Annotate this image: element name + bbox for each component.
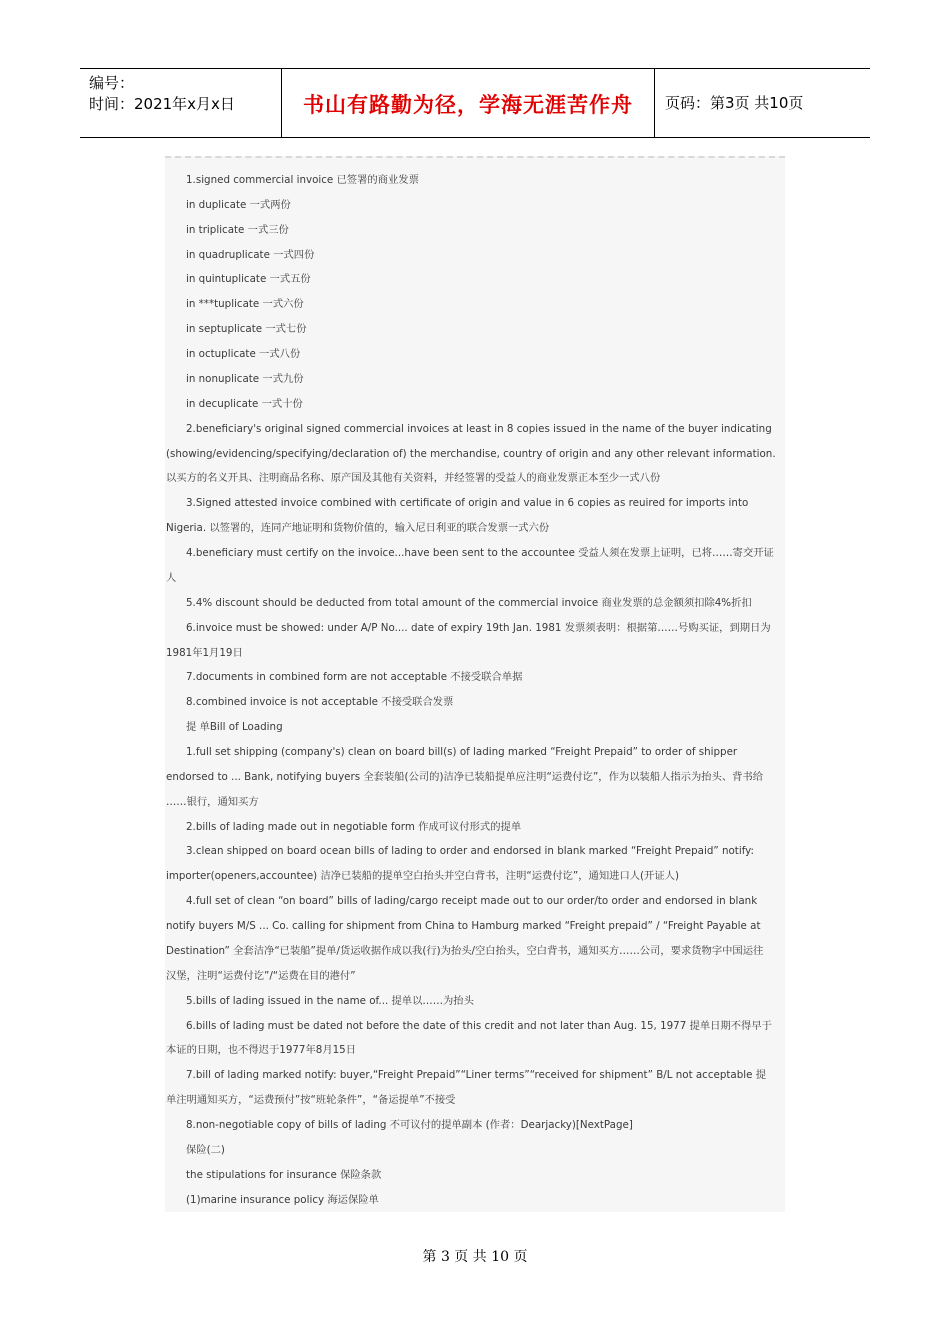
text-line: 1981年1月19日	[166, 646, 243, 659]
page-footer: 第 3 页 共 10 页	[422, 1249, 528, 1265]
header-meta	[80, 69, 282, 137]
text-line: 5.4% discount should be deducted from total amount of the commercial invoice 商业发票的总金额须扣除4%折扣	[186, 596, 752, 609]
text-line: 5.bills of lading issued in the name of... 提单以……为抬头	[186, 994, 474, 1007]
text-line: importer(openers,accountee) 洁净已装船的提单空白抬头并空白背书，注明“运费付讫”，通知进口人(开证人)	[166, 870, 679, 883]
text-line: 1.full set shipping (company's) clean on board bill(s) of lading marked “Freight Prepaid” to order of shipper	[186, 746, 738, 758]
text-line: 6.bills of lading must be dated not before the date of this credit and not later than Aug. 15, 1977 提单日期不得早于	[186, 1019, 772, 1032]
text-line: 2.beneficiary's original signed commercial invoices at least in 8 copies issued in the name of the buyer indicating	[186, 422, 772, 435]
text-line: 3.Signed attested invoice combined with certificate of origin and value in 6 copies as reuired for imports into	[186, 497, 749, 510]
text-line: in quadruplicate 一式四份	[186, 248, 315, 261]
header-page-number: 页码：第3页 共10页	[665, 94, 804, 112]
document-number-label: 编号：	[89, 74, 135, 92]
text-line: 8.non-negotiable copy of bills of lading 不可议付的提单副本 (作者：Dearjacky)[NextPage]	[186, 1119, 633, 1132]
text-line: in octuplicate 一式八份	[186, 348, 301, 361]
text-line: 以买方的名义开具、注明商品名称、原产国及其他有关资料，并经签署的受益人的商业发票正本至少一式八份	[166, 472, 661, 485]
text-line: endorsed to ... Bank, notifying buyers 全套装船(公司的)洁净已装船提单应注明“运费付讫”，作为以装船人指示为抬头、背书给	[166, 770, 764, 783]
text-line: in septuplicate 一式七份	[186, 323, 307, 336]
text-line: 本证的日期，也不得迟于1977年8月15日	[166, 1044, 357, 1057]
text-line: 人	[166, 571, 177, 584]
text-line: ……银行，通知买方	[166, 795, 259, 808]
text-line: 8.combined invoice is not acceptable 不接受联合发票	[186, 696, 454, 709]
text-line: 7.bill of lading marked notify: buyer,“Freight Prepaid”“Liner terms”“received for shipment” B/L not acceptable 提	[186, 1069, 767, 1082]
document-date-label: 时间：2021年x月x日	[89, 95, 235, 113]
text-line: in triplicate 一式三份	[186, 223, 289, 236]
text-line: 保险(二)	[186, 1143, 225, 1156]
text-line: 3.clean shipped on board ocean bills of lading to order and endorsed in blank marked “Freight Prepaid” notify:	[186, 845, 754, 858]
text-line: (1)marine insurance policy 海运保险单	[186, 1193, 379, 1206]
text-line: in decuplicate 一式十份	[186, 397, 303, 410]
text-line: 6.invoice must be showed: under A/P No.... date of expiry 19th Jan. 1981 发票须表明：根据第……号购买证，到期日为	[186, 621, 771, 634]
text-line: the stipulations for insurance 保险条款	[186, 1168, 382, 1181]
text-line: 4.beneficiary must certify on the invoice...have been sent to the accountee 受益人须在发票上证明，已将……寄交开证	[186, 547, 774, 560]
document-body	[165, 156, 785, 1212]
text-line: Nigeria. 以签署的，连同产地证明和货物价值的，输入尼日利亚的联合发票一式六份	[166, 522, 550, 535]
text-line: 单注明通知买方，“运费预付”按“班轮条件”，“备运提单”不接受	[166, 1094, 456, 1107]
text-line: in quintuplicate 一式五份	[186, 273, 311, 286]
text-line: notify buyers M/S ... Co. calling for shipment from China to Hamburg marked “Freight prepaid” / “Freight Payable at	[166, 920, 761, 933]
text-line: 1.signed commercial invoice 已签署的商业发票	[186, 174, 419, 186]
text-line: 4.full set of clean “on board” bills of lading/cargo receipt made out to our order/to order and endorsed in blank	[186, 895, 758, 908]
text-line: 2.bills of lading made out in negotiable form 作成可议付形式的提单	[186, 820, 522, 833]
text-line: in nonuplicate 一式九份	[186, 372, 304, 385]
text-line: (showing/evidencing/specifying/declaration of) the merchandise, country of origin and any other relevant information.	[166, 447, 776, 460]
text-line: in ***tuplicate 一式六份	[186, 298, 304, 311]
text-line: 7.documents in combined form are not acceptable 不接受联合单据	[186, 671, 523, 684]
text-line: 汉堡，注明“运费付讫”/“运费在目的港付”	[166, 969, 356, 982]
page-header	[80, 68, 870, 138]
text-line: Destination” 全套洁净“已装船”提单/货运收据作成以我(行)为抬头/空白抬头，空白背书，通知买方……公司，要求货物字中国运往	[166, 944, 764, 957]
text-line: 提 单Bill of Loading	[186, 721, 283, 734]
header-motto: 书山有路勤为径，学海无涯苦作舟	[282, 69, 655, 137]
text-line: in duplicate 一式两份	[186, 198, 291, 211]
